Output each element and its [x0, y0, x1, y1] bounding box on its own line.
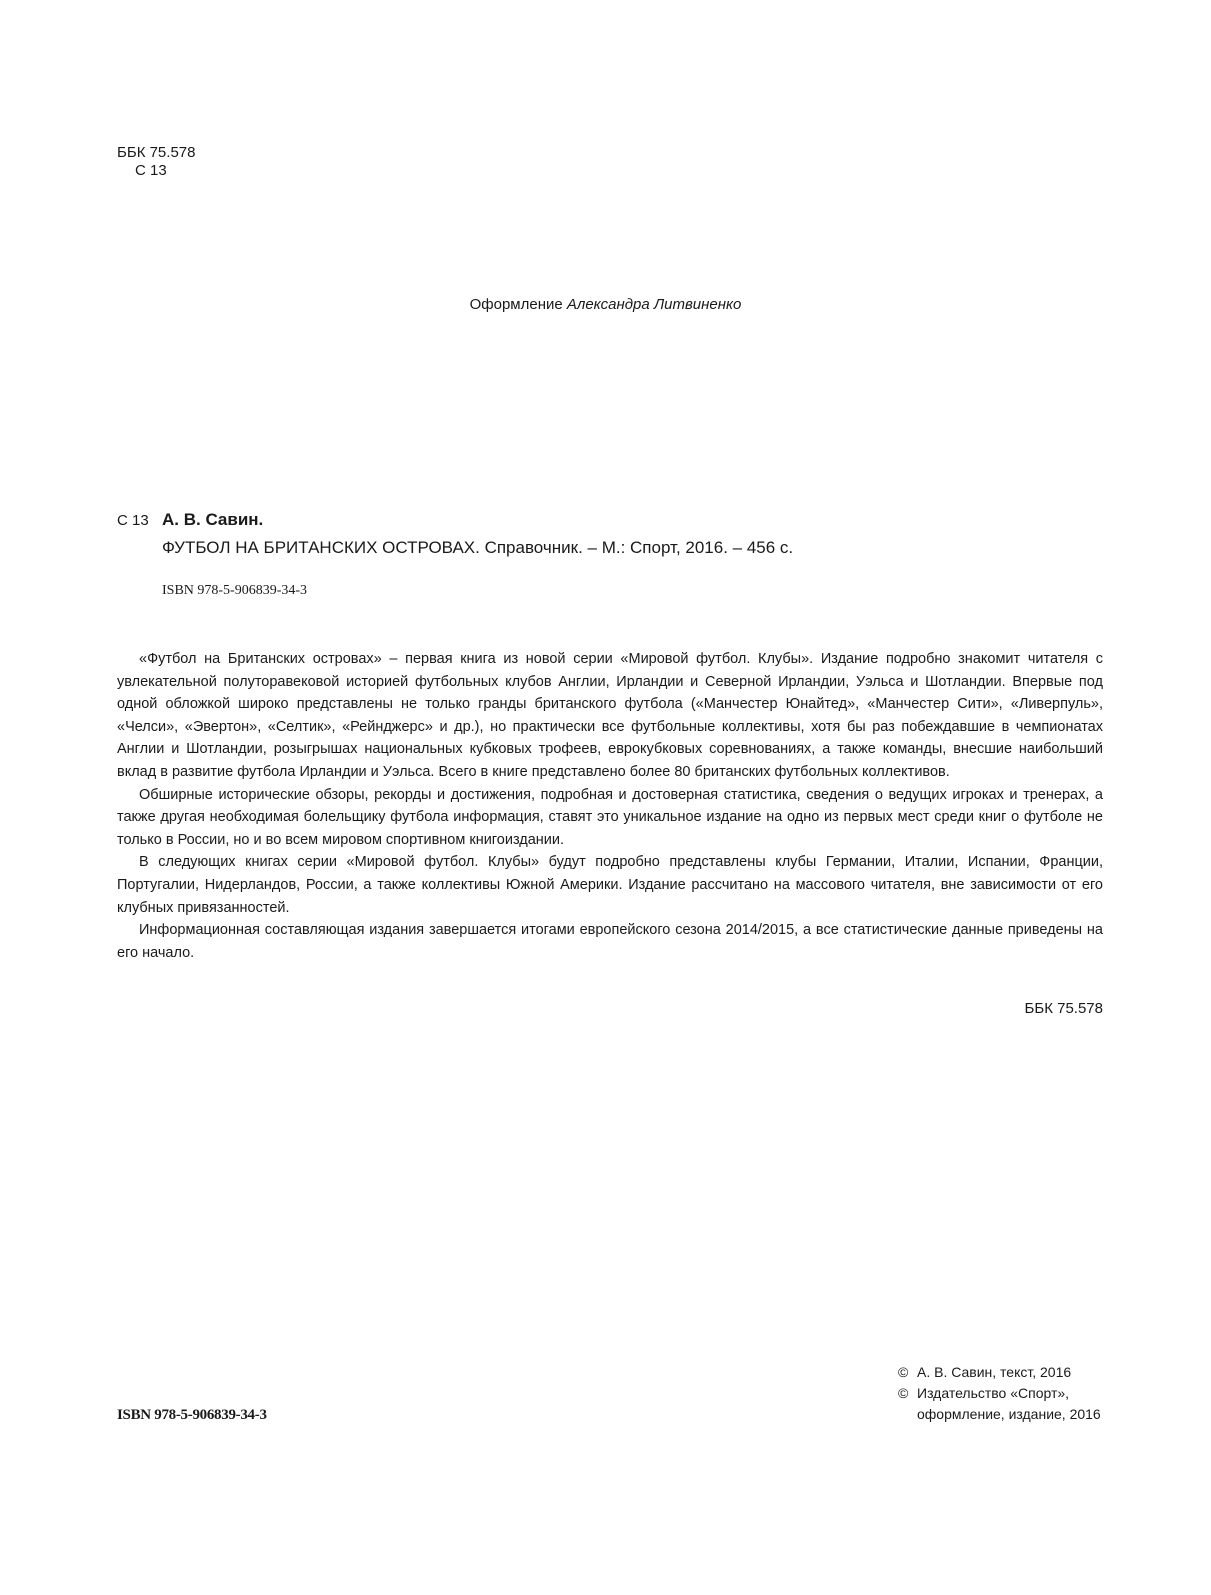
copyright-symbol: © — [898, 1364, 909, 1380]
bbk-header — [117, 144, 195, 180]
bbk-footer: ББК 75.578 — [1024, 1000, 1103, 1017]
author-mark: С 13 — [135, 162, 167, 179]
annotation-paragraph: Обширные исторические обзоры, рекорды и достижения, подробная и достоверная статистика, сведения о ведущих игроках и тренерах, а также другая необходимая болельщику футбола информация, ставят это уникальное издание на одно из первых мест среди книг о футболе не только в России, но и во всем мировом спортивном книгоиздании. — [117, 786, 1103, 848]
entry-author: А. В. Савин. — [162, 510, 264, 529]
design-credit-prefix: Оформление — [469, 296, 563, 313]
copyright-block — [898, 1362, 1101, 1425]
annotation-paragraph: «Футбол на Британских островах» – первая книга из новой серии «Мировой футбол. Клубы». Издание подробно знакомит читателя с увлекательной полуторавековой историей футбольных клубов Англии, Ирландии и Северной Ирландии, Уэльса и Шотландии. Впервые под одной обложкой широко представлены не только гранды британского футбола («Манчестер Юнайтед», «Манчестер Сити», «Ливерпуль», «Челси», «Эвертон», «Селтик», «Рейнджерс» и др.), но практически все футбольные коллективы, хотя бы раз побеждавшие в чемпионатах Англии и Шотландии, розыгрышах национальных кубковых трофеев, еврокубковых соревнованиях, а также команды, внесшие наибольший вклад в развитие футбола Ирландии и Уэльса. Всего в книге представлено более 80 британских футбольных коллективов. — [117, 651, 1103, 780]
copyright-publisher: Издательство «Спорт», — [917, 1385, 1070, 1401]
entry-code: С 13 — [117, 512, 149, 529]
entry-isbn: ISBN 978-5-906839-34-3 — [162, 583, 308, 598]
isbn-footer: ISBN 978-5-906839-34-3 — [117, 1407, 267, 1423]
copyright-line — [898, 1362, 1101, 1383]
entry-title: ФУТБОЛ НА БРИТАНСКИХ ОСТРОВАХ. Справочник. – М.: Спорт, 2016. – 456 с. — [162, 538, 794, 557]
copyright-line: оформление, издание, 2016 — [917, 1406, 1101, 1422]
designer-name: Александра Литвиненко — [566, 296, 742, 313]
design-credit — [0, 296, 1211, 313]
bbk-index: ББК 75.578 — [117, 144, 196, 161]
copyright-line — [898, 1383, 1101, 1404]
copyright-symbol: © — [898, 1385, 909, 1401]
copyright-author: А. В. Савин, текст, 2016 — [917, 1364, 1072, 1380]
annotation-paragraph: Информационная составляющая издания завершается итогами европейского сезона 2014/2015, а все статистические данные приведены на его начало. — [117, 922, 1103, 961]
annotation — [117, 648, 1103, 964]
annotation-paragraph: В следующих книгах серии «Мировой футбол. Клубы» будут подробно представлены клубы Германии, Италии, Испании, Франции, Португалии, Нидерландов, России, а также коллективы Южной Америки. Издание рассчитано на массового читателя, вне зависимости от его клубных привязанностей. — [117, 854, 1103, 916]
